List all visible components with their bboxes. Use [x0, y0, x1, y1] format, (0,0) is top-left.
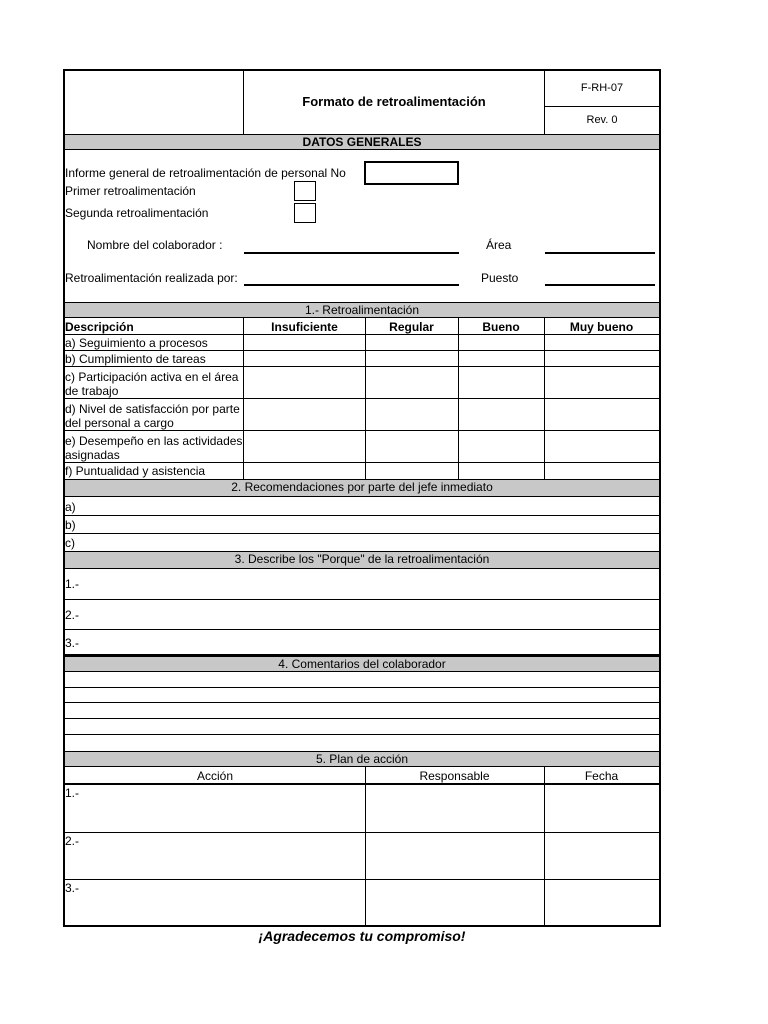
realizada-label: Retroalimentación realizada por: — [65, 271, 238, 285]
comment-line[interactable] — [65, 718, 659, 719]
nombre-field[interactable] — [244, 252, 459, 254]
col-responsable: Responsable — [419, 769, 490, 783]
puesto-field[interactable] — [545, 284, 655, 286]
informe-label: Informe general de retroalimentación de personal No — [65, 166, 346, 180]
form-code: F-RH-07 — [580, 82, 624, 94]
realizada-field[interactable] — [244, 284, 459, 286]
area-field[interactable] — [545, 252, 655, 254]
comment-line[interactable] — [65, 702, 659, 703]
section1-heading: 1.- Retroalimentación — [65, 302, 659, 318]
col-bueno: Bueno — [482, 320, 520, 334]
col-muy-bueno: Muy bueno — [569, 320, 634, 334]
criteria-row-c-line1: c) Participación activa en el área — [65, 370, 239, 384]
grid-line — [65, 398, 659, 399]
grid-col-line — [544, 318, 545, 479]
grid-line — [65, 334, 659, 335]
form-revision: Rev. 0 — [586, 114, 618, 126]
grid-line — [65, 515, 659, 516]
grid-line — [65, 430, 659, 431]
criteria-row-a: a) Seguimiento a procesos — [65, 336, 208, 350]
grid-line — [65, 599, 659, 600]
grid-line — [65, 533, 659, 534]
criteria-row-e-line2: asignadas — [65, 448, 120, 462]
primer-label: Primer retroalimentación — [65, 184, 196, 198]
primer-checkbox[interactable] — [294, 181, 316, 201]
grid-line — [65, 462, 659, 463]
form-title: Formato de retroalimentación — [302, 94, 486, 109]
reason-3: 3.- — [65, 636, 80, 650]
action-2: 2.- — [65, 834, 80, 848]
section3-heading: 3. Describe los "Porque" de la retroalimentación — [65, 551, 659, 569]
footer-thanks: ¡Agradecemos tu compromiso! — [258, 928, 466, 944]
section5-heading: 5. Plan de acción — [65, 751, 659, 767]
header-code-divider — [544, 106, 659, 107]
puesto-label: Puesto — [481, 271, 519, 285]
col-descripcion: Descripción — [65, 320, 134, 334]
criteria-row-c-line2: de trabajo — [65, 384, 119, 398]
grid-line — [65, 366, 659, 367]
comment-line[interactable] — [65, 734, 659, 735]
grid-line — [65, 350, 659, 351]
criteria-row-b: b) Cumplimiento de tareas — [65, 352, 206, 366]
segunda-label: Segunda retroalimentación — [65, 206, 209, 220]
recommendation-b: b) — [65, 518, 76, 532]
col-insuficiente: Insuficiente — [271, 320, 338, 334]
criteria-row-d-line1: d) Nivel de satisfacción por parte — [65, 402, 240, 416]
col-fecha: Fecha — [584, 769, 619, 783]
col-accion: Acción — [196, 769, 234, 783]
grid-line — [65, 832, 659, 833]
action-1: 1.- — [65, 786, 80, 800]
grid-col-line — [243, 318, 244, 479]
grid-col-line — [365, 767, 366, 927]
informe-number-field[interactable] — [364, 161, 459, 185]
reason-1: 1.- — [65, 577, 80, 591]
grid-line — [65, 879, 659, 880]
segunda-checkbox[interactable] — [294, 203, 316, 223]
grid-col-line — [458, 318, 459, 479]
recommendation-a: a) — [65, 500, 76, 514]
grid-line — [65, 629, 659, 630]
reason-2: 2.- — [65, 608, 80, 622]
nombre-label: Nombre del colaborador : — [87, 238, 223, 252]
criteria-row-d-line2: del personal a cargo — [65, 416, 174, 430]
grid-col-line — [365, 318, 366, 479]
grid-col-line — [544, 767, 545, 927]
comment-line[interactable] — [65, 687, 659, 688]
criteria-row-e-line1: e) Desempeño en las actividades — [65, 434, 243, 448]
area-label: Área — [486, 238, 512, 252]
action-3: 3.- — [65, 881, 80, 895]
criteria-row-f: f) Puntualidad y asistencia — [65, 464, 206, 478]
datos-generales-heading: DATOS GENERALES — [65, 134, 659, 150]
feedback-form — [63, 69, 661, 927]
section2-heading: 2. Recomendaciones por parte del jefe inmediato — [65, 479, 659, 497]
grid-line — [65, 783, 659, 785]
recommendation-c: c) — [65, 536, 75, 550]
col-regular: Regular — [389, 320, 434, 334]
section4-heading: 4. Comentarios del colaborador — [65, 656, 659, 672]
